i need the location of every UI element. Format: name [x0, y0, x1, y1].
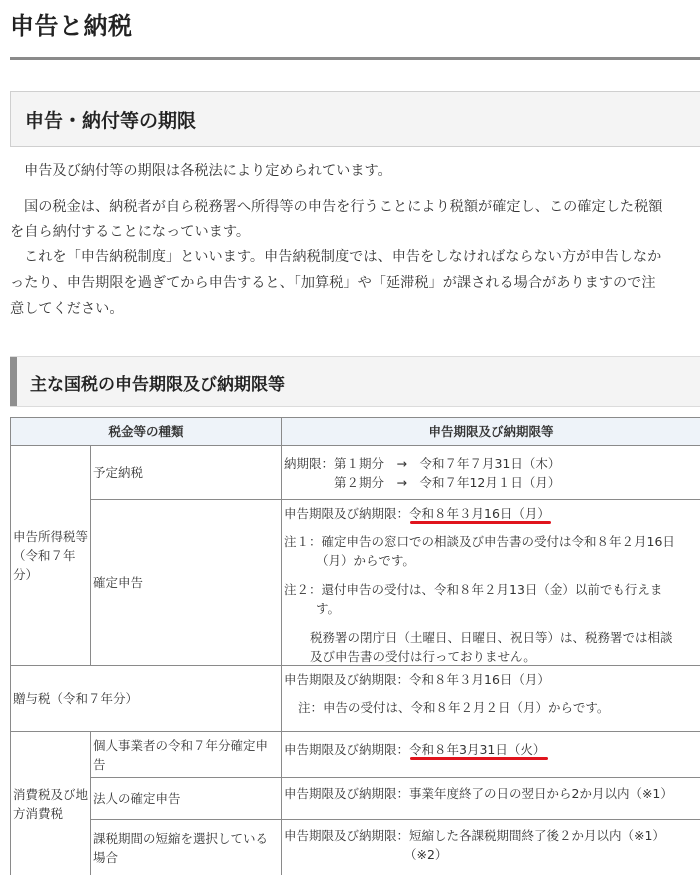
gift-tax-line: 注：申告の受付は、令和８年２月２日（月）からです。 — [298, 700, 610, 715]
paragraph-line: ったり、申告期限を過ぎてから申告すると、「加算税」や「延滞税」が課される場合がありますので注 — [10, 275, 656, 291]
section-heading-main-taxes — [10, 356, 700, 407]
section-heading-deadlines — [10, 91, 700, 147]
heading-accent-bar — [10, 357, 17, 406]
row-value-corporate-return — [282, 778, 700, 820]
note-line: す。 — [316, 601, 341, 616]
gift-tax-line: 申告期限及び納期限：令和８年３月16日（月） — [284, 672, 550, 687]
note-line: 注１：確定申告の窓口での相談及び申告書の受付は令和８年２月16日 — [284, 534, 675, 549]
note-line: 注２：還付申告の受付は、令和８年２月13日（金）以前でも行えま — [284, 582, 663, 597]
section-heading-text: 主な国税の申告期限及び納期限等 — [30, 375, 285, 395]
paragraph-line: 国の税金は、納税者が自ら税務署へ所得等の申告を行うことにより税額が確定し、この確定した税額 — [24, 199, 663, 215]
row-value-gift-tax — [282, 666, 700, 732]
row-group-consumption-tax — [11, 732, 91, 875]
note-line: 及び申告書の受付は行っておりません。 — [310, 649, 536, 664]
note-line: （月）からです。 — [316, 553, 415, 568]
tax-deadline-table — [10, 417, 700, 875]
income-tax-label-line: 申告所得税等 — [13, 529, 89, 544]
page-title: 申告と納税 — [10, 12, 133, 40]
estimated-payment-line: 納期限：第１期分 → 令和７年７月31日（木） — [284, 456, 561, 471]
row-label-estimated-payment: 予定納税 — [91, 446, 282, 500]
section-heading-text: 申告・納付等の期限 — [25, 110, 197, 132]
title-divider — [10, 57, 700, 60]
row-group-income-tax — [11, 446, 91, 666]
note-line: 税務署の閉庁日（土曜日、日曜日、祝日等）は、税務署では相談 — [310, 630, 673, 645]
column-header-deadline: 申告期限及び納期限等 — [282, 418, 700, 446]
row-value-sole-proprietor — [282, 732, 700, 778]
row-value-estimated-payment — [282, 446, 700, 500]
row-value-shortened-period — [282, 820, 700, 875]
deadline-line: 申告期限及び納期限：令和８年３月16日（月） — [284, 506, 550, 521]
column-header-tax-type: 税金等の種類 — [11, 418, 282, 446]
income-tax-label-line: （令和７年 — [13, 548, 76, 563]
consumption-tax-label-line: 消費税及び地 — [13, 786, 89, 802]
row-label-sole-proprietor: 個人事業者の令和７年分確定申 告 — [91, 732, 282, 778]
row-value-final-return — [282, 500, 700, 666]
deadline-line: 申告期限及び納期限：令和８年3月31日（火） — [284, 742, 546, 757]
row-label-final-return: 確定申告 — [91, 500, 282, 666]
paragraph-line: を自ら納付することになっています。 — [10, 224, 251, 240]
estimated-payment-line: 第２期分 → 令和７年12月１日（月） — [284, 475, 561, 490]
deadline-date-highlight: 令和８年3月31日（火） — [409, 742, 546, 757]
deadline-line: 申告期限及び納期限：事業年度終了の日の翌日から2か月以内（※1） — [284, 786, 673, 801]
consumption-tax-label-line: 方消費税 — [13, 805, 64, 821]
paragraph-line: これを「申告納税制度」といいます。申告納税制度では、申告をしなければならない方が申告しなか — [24, 249, 662, 265]
income-tax-label-line: 分） — [13, 567, 39, 582]
row-label-corporate-return: 法人の確定申告 — [91, 778, 282, 820]
deadline-line: （※2） — [404, 847, 448, 862]
row-label-shortened-period: 課税期間の短縮を選択している 場合 — [91, 820, 282, 875]
row-label-gift-tax: 贈与税（令和７年分） — [11, 666, 282, 732]
deadline-date-highlight: 令和８年３月16日（月） — [409, 506, 550, 521]
paragraph-line: 意してください。 — [10, 301, 124, 317]
deadline-line: 申告期限及び納期限：短縮した各課税期間終了後２か月以内（※1） — [284, 828, 665, 843]
highlight-underline — [410, 521, 551, 524]
highlight-underline — [410, 757, 548, 760]
paragraph-intro: 申告及び納付等の期限は各税法により定められています。 — [24, 163, 392, 179]
